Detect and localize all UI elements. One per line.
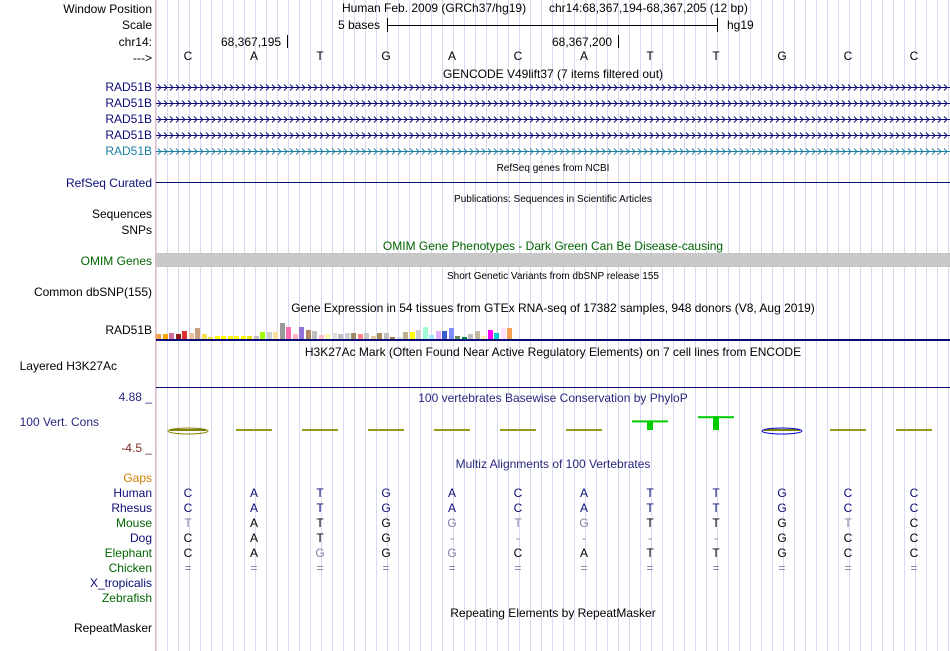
aligned-base: C: [183, 501, 193, 515]
gencode-track-title: GENCODE V49lift37 (7 items filtered out): [442, 67, 664, 81]
phylop-min-label: -4.5 _: [121, 441, 152, 455]
aligned-base: T: [646, 546, 654, 560]
aligned-base: A: [579, 501, 588, 515]
gaps-label: Gaps: [123, 471, 152, 485]
aligned-base: =: [316, 561, 324, 575]
dna-base: T: [646, 49, 654, 63]
dna-base: C: [513, 49, 523, 63]
aligned-base: G: [447, 546, 457, 560]
aligned-base: G: [315, 546, 325, 560]
aligned-base: T: [712, 516, 720, 530]
dna-base: C: [909, 49, 919, 63]
aligned-base: -: [648, 531, 652, 545]
aligned-base: -: [450, 531, 454, 545]
scale-label: Scale: [121, 18, 152, 32]
phylop-max-label: 4.88 _: [118, 390, 152, 404]
dna-base: T: [316, 49, 324, 63]
aligned-base: A: [579, 546, 588, 560]
gencode-track-label-5[interactable]: RAD51B: [105, 144, 152, 158]
coord-label-1: 68,367,195: [221, 35, 282, 49]
aligned-base: T: [712, 486, 720, 500]
gencode-track-label-4[interactable]: RAD51B: [105, 128, 152, 142]
species-label-mouse: Mouse: [115, 516, 152, 530]
dna-base: A: [249, 49, 258, 63]
aligned-base: =: [580, 561, 588, 575]
h3k27ac-track-title: H3K27Ac Mark (Often Found Near Active Regulatory Elements) on 7 cell lines from ENCODE: [304, 345, 802, 359]
phylop-track-label[interactable]: 100 Vert. Cons: [19, 415, 99, 429]
aligned-base: -: [714, 531, 718, 545]
species-label-elephant: Elephant: [104, 546, 152, 560]
phylop-track-title: 100 vertebrates Basewise Conservation by PhyloP: [418, 391, 688, 405]
aligned-base: T: [844, 516, 852, 530]
repeatmasker-track-label[interactable]: RepeatMasker: [73, 621, 152, 635]
track-image-area[interactable]: [156, 0, 950, 651]
phylop-score-mark: [170, 429, 206, 431]
gencode-track-label-2[interactable]: RAD51B: [105, 96, 152, 110]
dna-base: G: [381, 49, 391, 63]
phylop-score-mark: [764, 429, 800, 431]
aligned-base: A: [447, 501, 456, 515]
aligned-base: =: [844, 561, 852, 575]
omim-track-title: OMIM Gene Phenotypes - Dark Green Can Be Disease-causing: [382, 239, 724, 253]
dna-base: A: [579, 49, 588, 63]
aligned-base: T: [316, 501, 324, 515]
aligned-base: =: [382, 561, 390, 575]
aligned-base: C: [183, 531, 193, 545]
dna-base: A: [447, 49, 456, 63]
species-label-human: Human: [113, 486, 152, 500]
aligned-base: T: [514, 516, 522, 530]
sequences-track-label[interactable]: Sequences: [91, 207, 152, 221]
aligned-base: C: [513, 501, 523, 515]
aligned-base: =: [184, 561, 192, 575]
snps-track-label[interactable]: SNPs: [121, 223, 152, 237]
aligned-base: G: [381, 486, 391, 500]
window-position-label: Window Position: [63, 2, 152, 16]
dbsnp-track-title: Short Genetic Variants from dbSNP release 155: [447, 271, 659, 282]
phylop-score-bar: [713, 416, 719, 430]
aligned-base: A: [249, 516, 258, 530]
aligned-base: -: [582, 531, 586, 545]
species-label-zebrafish: Zebrafish: [101, 591, 152, 605]
phylop-score-mark: [236, 429, 272, 431]
aligned-base: C: [909, 486, 919, 500]
aligned-base: T: [646, 501, 654, 515]
aligned-base: G: [579, 516, 589, 530]
aligned-base: C: [183, 546, 193, 560]
aligned-base: G: [381, 531, 391, 545]
species-label-rhesus: Rhesus: [111, 501, 152, 515]
strand-label: --->: [133, 51, 152, 65]
aligned-base: =: [778, 561, 786, 575]
aligned-base: T: [712, 546, 720, 560]
gtex-track-label[interactable]: RAD51B: [105, 323, 152, 337]
aligned-base: A: [249, 531, 258, 545]
aligned-base: T: [316, 486, 324, 500]
phylop-score-mark: [368, 429, 404, 431]
phylop-score-mark: [830, 429, 866, 431]
aligned-base: C: [843, 501, 853, 515]
aligned-base: =: [448, 561, 456, 575]
species-label-dog: Dog: [129, 531, 152, 545]
dna-base: C: [843, 49, 853, 63]
coord-label-2: 68,367,200: [552, 35, 613, 49]
aligned-base: =: [250, 561, 258, 575]
aligned-base: =: [910, 561, 918, 575]
phylop-score-mark: [434, 429, 470, 431]
aligned-base: C: [909, 501, 919, 515]
h3k27ac-track-label[interactable]: Layered H3K27Ac: [19, 359, 117, 373]
aligned-base: T: [316, 516, 324, 530]
phylop-graph[interactable]: [156, 0, 950, 651]
aligned-base: C: [843, 546, 853, 560]
dna-base: T: [712, 49, 720, 63]
aligned-base: =: [514, 561, 522, 575]
aligned-base: C: [909, 546, 919, 560]
aligned-base: A: [447, 486, 456, 500]
refseq-track-title: RefSeq genes from NCBI: [496, 163, 610, 174]
aligned-base: T: [316, 531, 324, 545]
dbsnp-track-label[interactable]: Common dbSNP(155): [33, 285, 152, 299]
aligned-base: C: [183, 486, 193, 500]
scale-bases-text: 5 bases: [338, 18, 381, 32]
aligned-base: G: [777, 516, 787, 530]
aligned-base: T: [646, 516, 654, 530]
aligned-base: C: [909, 531, 919, 545]
aligned-base: T: [184, 516, 192, 530]
phylop-score-mark: [896, 429, 932, 431]
aligned-base: G: [381, 501, 391, 515]
aligned-base: G: [381, 546, 391, 560]
assembly-title: Human Feb. 2009 (GRCh37/hg19): [342, 1, 527, 15]
scale-db-text: hg19: [727, 18, 754, 32]
phylop-score-mark: [302, 429, 338, 431]
species-label-x-tropicalis: X_tropicalis: [89, 576, 152, 590]
aligned-base: C: [909, 516, 919, 530]
repeatmasker-track-title: Repeating Elements by RepeatMasker: [450, 606, 656, 620]
aligned-base: G: [447, 516, 457, 530]
aligned-base: C: [843, 531, 853, 545]
omim-track-label[interactable]: OMIM Genes: [80, 254, 152, 268]
aligned-base: G: [777, 531, 787, 545]
aligned-base: G: [777, 501, 787, 515]
aligned-base: =: [712, 561, 720, 575]
position-title: chr14:68,367,194-68,367,205 (12 bp): [549, 1, 748, 15]
phylop-score-mark: [500, 429, 536, 431]
aligned-base: T: [712, 501, 720, 515]
aligned-base: C: [513, 546, 523, 560]
species-label-chicken: Chicken: [108, 561, 152, 575]
gencode-track-label-3[interactable]: RAD51B: [105, 112, 152, 126]
aligned-base: A: [249, 501, 258, 515]
dna-base: C: [183, 49, 193, 63]
aligned-base: =: [646, 561, 654, 575]
aligned-base: G: [777, 546, 787, 560]
multiz-track-title: Multiz Alignments of 100 Vertebrates: [455, 457, 651, 471]
gencode-track-label-1[interactable]: RAD51B: [105, 80, 152, 94]
aligned-base: -: [516, 531, 520, 545]
aligned-base: G: [381, 516, 391, 530]
aligned-base: A: [249, 546, 258, 560]
chrom-label: chr14:: [118, 35, 152, 49]
phylop-score-mark: [566, 429, 602, 431]
track-labels-panel: [0, 0, 156, 651]
aligned-base: A: [579, 486, 588, 500]
aligned-base: C: [513, 486, 523, 500]
gtex-track-title: Gene Expression in 54 tissues from GTEx RNA-seq of 17382 samples, 948 donors (V8, Aug 2019): [291, 301, 815, 315]
aligned-base: A: [249, 486, 258, 500]
publications-track-title: Publications: Sequences in Scientific Articles: [454, 194, 652, 205]
aligned-base: G: [777, 486, 787, 500]
aligned-base: T: [646, 486, 654, 500]
dna-base: G: [777, 49, 787, 63]
refseq-track-label[interactable]: RefSeq Curated: [65, 176, 152, 190]
phylop-score-bar: [647, 420, 653, 430]
aligned-base: C: [843, 486, 853, 500]
